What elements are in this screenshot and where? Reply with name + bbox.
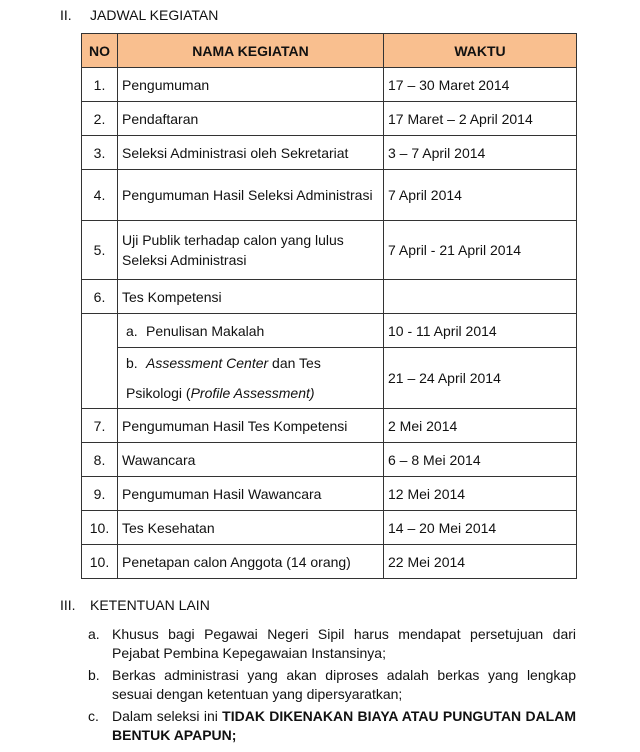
table-header-row: [82, 34, 577, 68]
row-name: Tes Kompetensi: [118, 280, 384, 314]
row-no: 4.: [82, 170, 118, 221]
row-time: [384, 280, 577, 314]
row-no: 1.: [82, 68, 118, 102]
row-no: 3.: [82, 136, 118, 170]
row-time: 2 Mei 2014: [384, 409, 577, 443]
list-item: c. Dalam seleksi ini TIDAK DIKENAKAN BIAYA ATAU PUNGUTAN DALAM BENTUK APAPUN;: [88, 708, 576, 743]
row-time: 12 Mei 2014: [384, 477, 577, 511]
header-time: WAKTU: [384, 34, 577, 68]
section-number: III.: [60, 597, 76, 613]
table-row: [82, 221, 577, 280]
row-name: Tes Kesehatan: [118, 511, 384, 545]
table-row: [82, 443, 577, 477]
row-name: Pengumuman Hasil Seleksi Administrasi: [118, 170, 384, 221]
row-name: Wawancara: [118, 443, 384, 477]
row-name: Pengumuman Hasil Wawancara: [118, 477, 384, 511]
row-time: 17 – 30 Maret 2014: [384, 68, 577, 102]
row-no: 9.: [82, 477, 118, 511]
row-name: Uji Publik terhadap calon yang lulus Seleksi Administrasi: [118, 221, 384, 280]
section-heading-jadwal: [60, 7, 218, 23]
section-title: KETENTUAN LAIN: [90, 597, 210, 613]
row-name: Penetapan calon Anggota (14 orang): [118, 545, 384, 579]
list-letter: a.: [88, 626, 100, 642]
subrow-name: a. Penulisan Makalah: [118, 314, 384, 348]
table-row: [82, 409, 577, 443]
section-number: II.: [60, 7, 72, 23]
row-time: 14 – 20 Mei 2014: [384, 511, 577, 545]
row-time: 10 - 11 April 2014: [384, 314, 577, 348]
schedule-table: [81, 33, 577, 579]
list-item: a. Khusus bagi Pegawai Negeri Sipil harus mendapat persetujuan dari Pejabat Pembina Kepegawaian Instansinya;: [88, 626, 576, 661]
row-no: 10.: [82, 511, 118, 545]
row-time: 3 – 7 April 2014: [384, 136, 577, 170]
list-item: b. Berkas administrasi yang akan diproses adalah berkas yang lengkap sesuai dengan ketentuan yang dipersyaratkan;: [88, 667, 576, 702]
header-name: NAMA KEGIATAN: [118, 34, 384, 68]
row-time: 22 Mei 2014: [384, 545, 577, 579]
row-name: Seleksi Administrasi oleh Sekretariat: [118, 136, 384, 170]
table-row: [82, 136, 577, 170]
row-no: 8.: [82, 443, 118, 477]
rules-list: [88, 625, 576, 748]
list-letter: b.: [88, 667, 100, 683]
table-subrow: [82, 314, 577, 348]
row-time: 7 April 2014: [384, 170, 577, 221]
row-name: Pengumuman Hasil Tes Kompetensi: [118, 409, 384, 443]
row-no: 5.: [82, 221, 118, 280]
row-time: 6 – 8 Mei 2014: [384, 443, 577, 477]
row-time: 21 – 24 April 2014: [384, 348, 577, 409]
section-heading-ketentuan: [60, 597, 210, 613]
row-no: 10.: [82, 545, 118, 579]
table-row: [82, 545, 577, 579]
table-row: [82, 280, 577, 314]
row-no: 6.: [82, 280, 118, 314]
row-time: 7 April - 21 April 2014: [384, 221, 577, 280]
row-time: 17 Maret – 2 April 2014: [384, 102, 577, 136]
table-row: [82, 477, 577, 511]
table-row: [82, 102, 577, 136]
row-name: Pendaftaran: [118, 102, 384, 136]
header-no: NO: [82, 34, 118, 68]
table-row: [82, 511, 577, 545]
row-name: Pengumuman: [118, 68, 384, 102]
table-subrow: [82, 348, 577, 409]
table-row: [82, 68, 577, 102]
subrow-letter: a.: [126, 322, 138, 339]
list-letter: c.: [88, 708, 99, 724]
row-no: 2.: [82, 102, 118, 136]
subrow-letter: b.: [126, 355, 138, 371]
table-row: [82, 170, 577, 221]
subrow-name: b. Assessment Center dan Tes Psikologi (Profile Assessment): [118, 348, 384, 409]
row-no: 7.: [82, 409, 118, 443]
section-title: JADWAL KEGIATAN: [90, 7, 219, 23]
